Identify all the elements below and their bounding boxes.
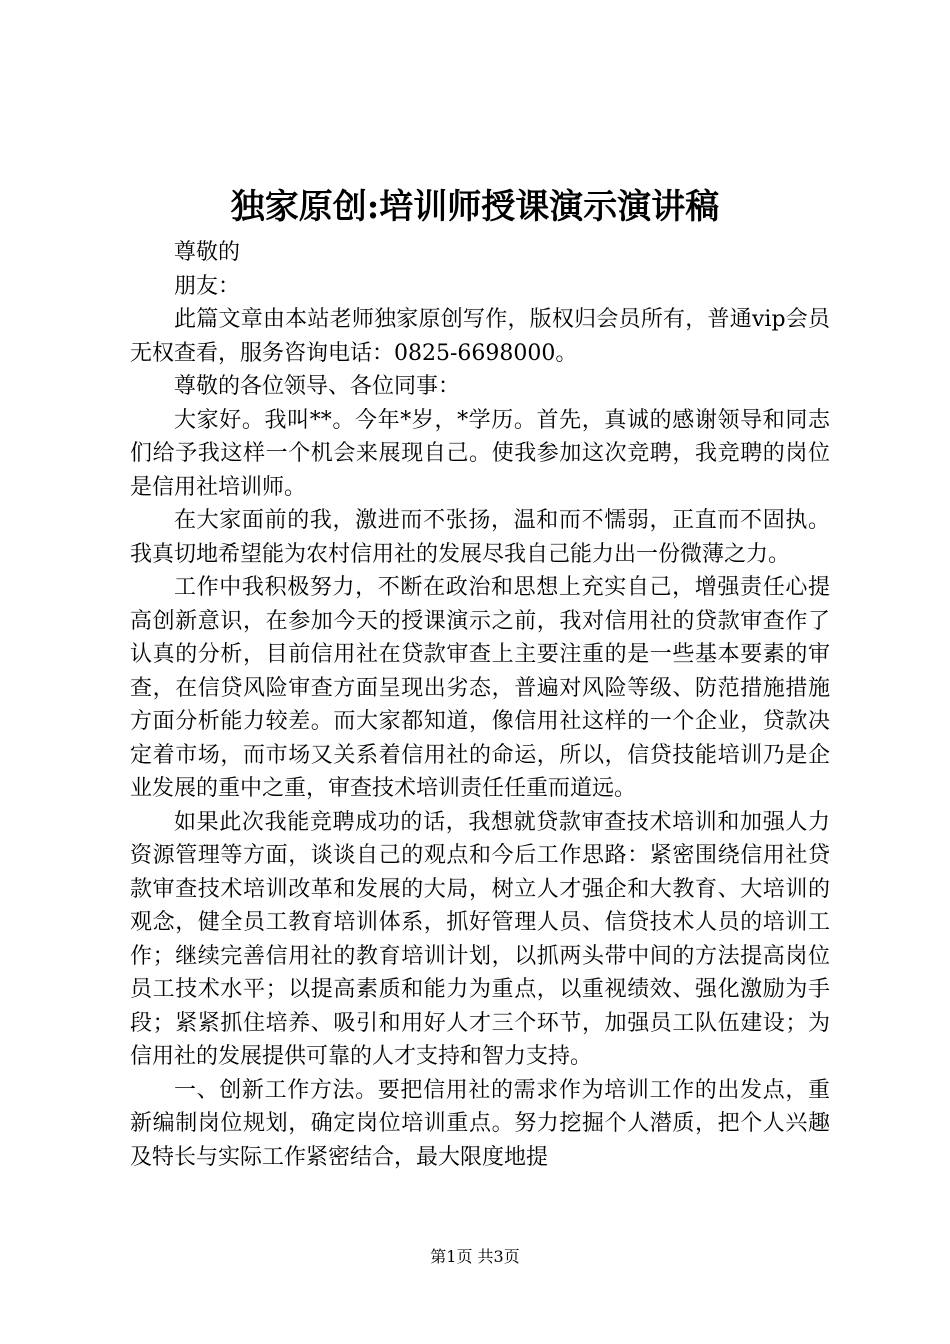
paragraph-salutation-2: 朋友： <box>174 273 241 299</box>
page-title: 独家原创:培训师授课演示演讲稿 <box>230 187 720 227</box>
paragraph-work-plan: 如果此次我能竞聘成功的话，我想就贷款审查技术培训和加强人力资源管理等方面，谈谈自己的观点和今后工作思路：紧密围绕信用社贷款审查技术培训改革和发展的大局，树立人才强企和大教育、大培训的观念，健全员工教育培训体系，抓好管理人员、信贷技术人员的培训工作；继续完善信用社的教育培训计划，以抓两头带中间的方法提高岗位员工技术水平；以提高素质和能力为重点，以重视绩效、强化激励为手段；紧紧抓住培养、吸引和用好人才三个环节，加强员工队伍建设；为信用社的发展提供可靠的人才支持和智力支持。 <box>130 809 830 1069</box>
page-footer: 第1页 共3页 <box>430 1247 520 1266</box>
paragraph-greeting: 尊敬的各位领导、各位同事： <box>174 374 461 399</box>
document-body <box>130 236 830 1174</box>
paragraph-introduction: 大家好。我叫**。今年*岁，*学历。首先，真诚的感谢领导和同志们给予我这样一个机会来展现自己。使我参加这次竞聘，我竞聘的岗位是信用社培训师。 <box>130 407 830 500</box>
paragraph-self-description: 在大家面前的我，激进而不张扬，温和而不懦弱，正直而不固执。我真切地希望能为农村信用社的发展尽我自己能力出一份微薄之力。 <box>130 508 830 567</box>
paragraph-copyright-notice: 此篇文章由本站老师独家原创写作，版权归会员所有，普通vip会员无权查看，服务咨询电话：0825-6698000。 <box>130 307 830 366</box>
paragraph-section-one: 一、创新工作方法。要把信用社的需求作为培训工作的出发点，重新编制岗位规划，确定岗位培训重点。努力挖掘个人潜质，把个人兴趣及特长与实际工作紧密结合，最大限度地提 <box>130 1077 830 1170</box>
paragraph-work-analysis: 工作中我积极努力，不断在政治和思想上充实自己，增强责任心提高创新意识，在参加今天的授课演示之前，我对信用社的贷款审查作了认真的分析，目前信用社在贷款审查上主要注重的是一些基本要素的审查，在信贷风险审查方面呈现出劣态，普遍对风险等级、防范措施措施方面分析能力较差。而大家都知道，像信用社这样的一个企业，贷款决定着市场，而市场又关系着信用社的命运，所以，信贷技能培训乃是企业发展的重中之重，审查技术培训责任任重而道远。 <box>130 575 830 801</box>
paragraph-salutation-1: 尊敬的 <box>174 240 241 265</box>
